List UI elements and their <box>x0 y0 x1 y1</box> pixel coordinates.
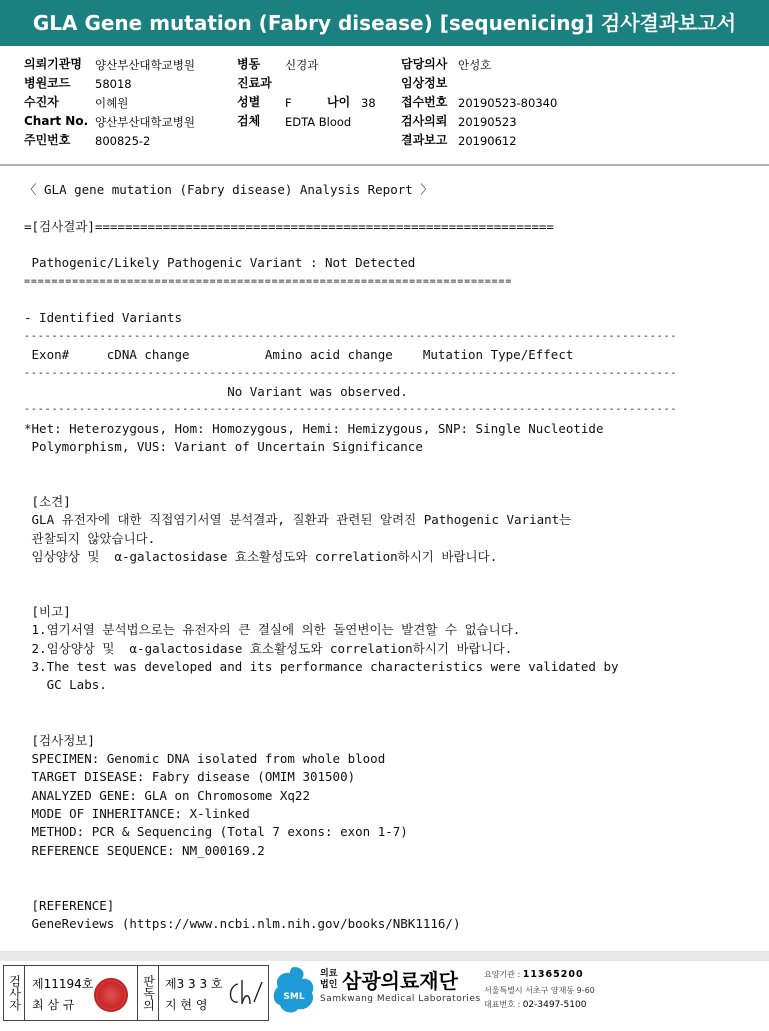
report-line: [소견] <box>24 494 71 509</box>
report-line: GeneReviews (https://www.ncbi.nlm.nih.gov/books/NBK1116/) <box>24 916 461 931</box>
field-value: 이혜원 <box>95 96 129 110</box>
field-label: 의뢰기관명 <box>24 57 82 71</box>
org-prefix <box>320 969 337 991</box>
report-line: TARGET DISEASE: Fabry disease (OMIM 301500) <box>24 769 356 784</box>
field-value: F <box>285 96 292 110</box>
report-line: 임상양상 및 α-galactosidase 효소활성도와 correlation하시기 바랍니다. <box>24 549 498 564</box>
report-line: SPECIMEN: Genomic DNA isolated from whole blood <box>24 751 386 766</box>
report-line: 〈 GLA gene mutation (Fabry disease) Analysis Report 〉 <box>24 182 433 197</box>
inspector-label: 검사자 <box>4 966 25 1020</box>
inspector-name: 최 삼 규 <box>32 998 75 1012</box>
org-name: 삼광의료재단 <box>342 969 458 993</box>
field-label: 담당의사 <box>401 57 448 71</box>
reviewer-name: 지 현 영 <box>165 998 208 1012</box>
report-title: GLA Gene mutation (Fabry disease) [sequenicing] 검사결과보고서 <box>0 0 769 46</box>
field-value: 양산부산대학교병원 <box>95 115 195 129</box>
report-line: - Identified Variants <box>24 310 183 325</box>
report-line: ----------------------------------------------------------------------------------------------- <box>24 404 678 415</box>
reviewer-id: 제3 3 3 호 <box>165 977 223 991</box>
footer-divider <box>0 951 769 961</box>
org-prefix-top: 의료 <box>320 969 338 979</box>
report-line: 관찰되지 않았습니다. <box>24 531 156 546</box>
report-line: METHOD: PCR & Sequencing (Total 7 exons: exon 1-7) <box>24 824 408 839</box>
report-line: 1.염기서열 분석법으로는 유전자의 큰 결실에 의한 돌연변이는 발견할 수 없습니다. <box>24 622 521 637</box>
institution-code <box>484 969 584 980</box>
org-phone <box>484 999 586 1010</box>
age-label: 나이 <box>327 95 351 109</box>
report-line: [비고] <box>24 604 71 619</box>
field-label: 접수번호 <box>401 95 448 109</box>
report-line: MODE OF INHERITANCE: X-linked <box>24 806 250 821</box>
field-value: EDTA Blood <box>285 115 352 129</box>
field-value: 안성호 <box>458 58 492 72</box>
report-footer <box>0 961 769 1031</box>
report-line: GLA 유전자에 대한 직접염기서열 분석결과, 질환과 관련된 알려진 Pathogenic Variant는 <box>24 512 572 527</box>
field-label: 진료과 <box>237 76 272 90</box>
field-value: 20190523-80340 <box>458 96 558 110</box>
field-label: Chart No. <box>24 114 89 128</box>
field-label: 병동 <box>237 57 261 71</box>
org-phone-label: 대표번호 : <box>484 1000 523 1009</box>
report-line: *Het: Heterozygous, Hom: Homozygous, Hemi: Hemizygous, SNP: Single Nucleotide <box>24 421 604 436</box>
report-line: Exon# cDNA change Amino acid change Mutation Type/Effect <box>24 347 574 362</box>
report-line: GC Labs. <box>24 677 107 692</box>
patient-info-header <box>0 50 769 160</box>
signature-box <box>3 965 269 1021</box>
reviewer-label: 판독의 <box>137 966 159 1020</box>
field-value: 양산부산대학교병원 <box>95 58 195 72</box>
field-label: 주민번호 <box>24 133 71 147</box>
inspector-id: 제11194호 <box>32 977 94 991</box>
field-label: 수진자 <box>24 95 59 109</box>
org-phone-value: 02-3497-5100 <box>522 1000 587 1010</box>
report-line: ----------------------------------------------------------------------------------------------- <box>24 368 678 379</box>
field-value: 58018 <box>95 77 132 91</box>
sml-logo-icon <box>272 965 316 1015</box>
report-line: 3.The test was developed and its performance characteristics were validated by <box>24 659 619 674</box>
inspector-seal-stamp <box>94 978 128 1012</box>
report-line: ======================================================================= <box>24 276 513 287</box>
report-line: REFERENCE SEQUENCE: NM_000169.2 <box>24 843 265 858</box>
field-label: 성별 <box>237 95 261 109</box>
report-line: =[검사결과]============================================================= <box>24 219 554 234</box>
report-line: No Variant was observed. <box>24 384 408 399</box>
report-line: Polymorphism, VUS: Variant of Uncertain Significance <box>24 439 423 454</box>
field-value: 20190612 <box>458 134 517 148</box>
report-line: Pathogenic/Likely Pathogenic Variant : Not Detected <box>24 255 416 270</box>
institution-code-label: 요양기관 : <box>484 970 523 979</box>
field-label: 검사의뢰 <box>401 114 448 128</box>
field-value: 800825-2 <box>95 134 151 148</box>
report-line: 2.임상양상 및 α-galactosidase 효소활성도와 correlation하시기 바랍니다. <box>24 641 513 656</box>
field-value: 신경과 <box>285 58 319 72</box>
report-line: ANALYZED GENE: GLA on Chromosome Xq22 <box>24 788 310 803</box>
field-value: 20190523 <box>458 115 517 129</box>
institution-code-value: 11365200 <box>522 969 584 980</box>
field-label: 결과보고 <box>401 133 448 147</box>
reviewer-signature <box>226 976 266 1010</box>
report-line: [REFERENCE] <box>24 898 115 913</box>
age-value: 38 <box>361 96 376 110</box>
org-english-name: Samkwang Medical Laboratories <box>320 994 481 1004</box>
field-label: 검체 <box>237 114 261 128</box>
report-line: [검사정보] <box>24 733 95 748</box>
logo-text: SML <box>283 992 305 1002</box>
report-line: ----------------------------------------------------------------------------------------------- <box>24 331 678 342</box>
field-label: 병원코드 <box>24 76 71 90</box>
report-body <box>0 166 769 951</box>
field-label: 임상정보 <box>401 76 448 90</box>
org-address: 서울특별시 서초구 양재동 9-60 <box>484 986 595 995</box>
org-prefix-bottom: 법인 <box>320 980 338 990</box>
